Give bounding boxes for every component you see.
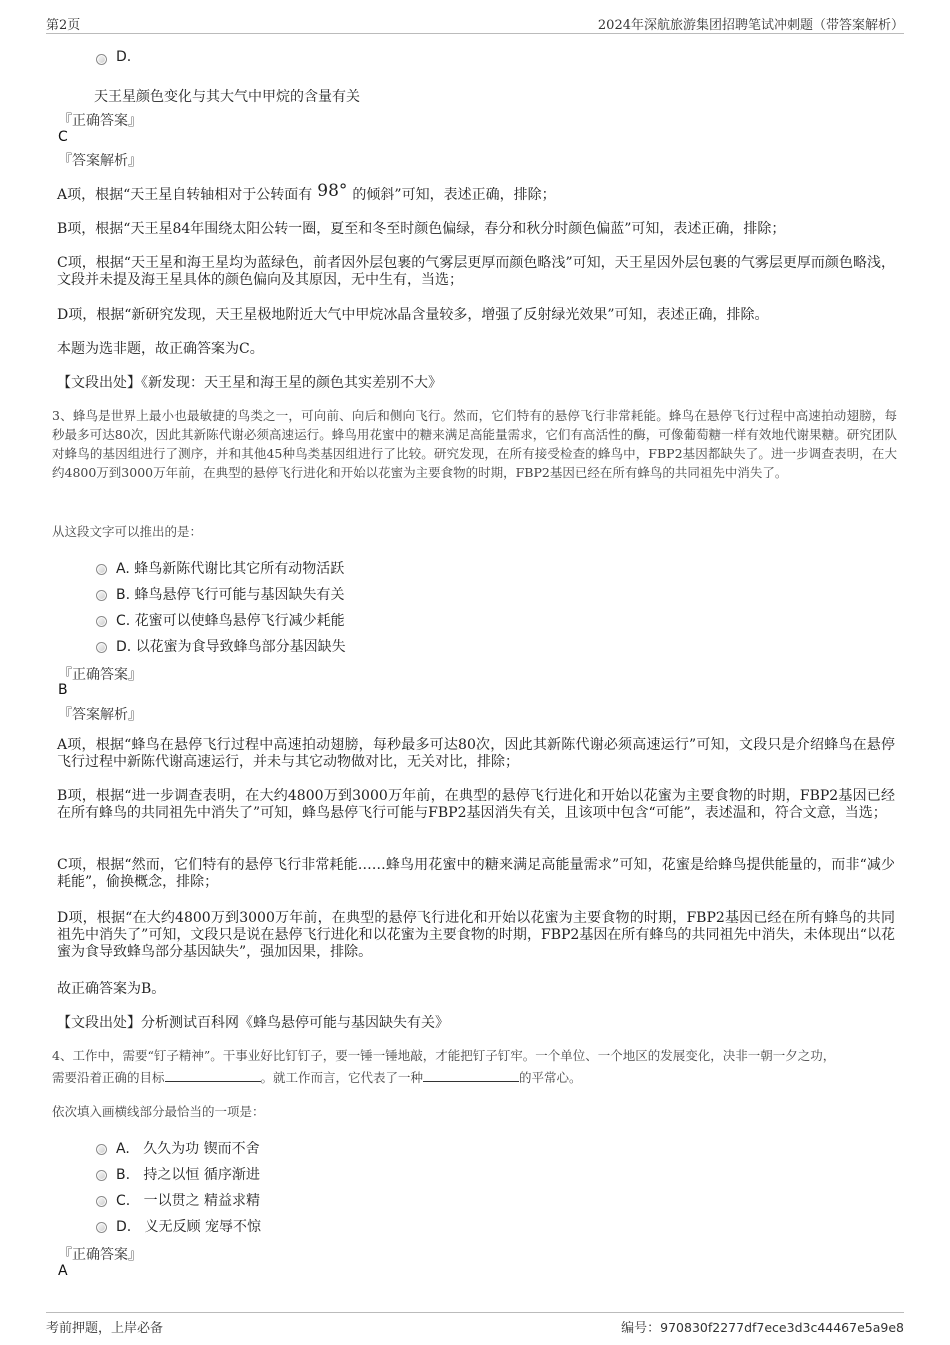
q3-analysis-label: 『答案解析』 (58, 707, 142, 723)
q3-analysis-a: A项，根据“蜂鸟在悬停飞行过程中高速拍动翅膀，每秒最多可达80次，因此其新陈代谢必须高速运行”可知，文段只是介绍蜂鸟在悬停飞行过程中新陈代谢高速运行，并未与其它动物做对比，无关对比，排除； (57, 737, 895, 770)
q2-conclusion: 本题为选非题，故正确答案为C。 (57, 341, 264, 357)
document-title: 2024年深航旅游集团招聘笔试冲刺题（带答案解析） (597, 18, 904, 33)
document-code: 编号：970830f2277df7ece3d3c44467e5a9e8 (621, 1320, 904, 1336)
q4-option-b: B. 持之以恒 循序渐进 (116, 1167, 260, 1183)
radio-q4-option-d[interactable] (96, 1222, 107, 1233)
fill-blank-1[interactable] (165, 1070, 261, 1082)
q3-analysis-b: B项，根据“进一步调查表明，在大约4800万到3000万年前，在典型的悬停飞行进化和开始以花蜜为主要食物的时期，FBP2基因已经在所有蜂鸟的共同祖先中消失了”可知，蜂鸟悬停飞行可能与FBP2基因消失有关，且该项中包含“可能”，表述温和，符合文意，当选； (57, 788, 895, 821)
q4-answer: A (58, 1263, 68, 1279)
radio-q4-option-b[interactable] (96, 1170, 107, 1181)
q2-option-d-label: D. (116, 49, 132, 65)
radio-q4-option-a[interactable] (96, 1144, 107, 1155)
q2-analysis-b: B项，根据“天王星84年围绕太阳公转一圈，夏至和冬至时颜色偏绿，春分和秋分时颜色偏蓝”可知，表述正确，排除； (57, 221, 786, 237)
q4-passage-line2: 需要沿着正确的目标 。就工作而言，它代表了一种 的平常心。 (52, 1070, 582, 1085)
page-number: 第2页 (46, 18, 81, 33)
q4-option-a: A. 久久为功 锲而不舍 (116, 1141, 260, 1157)
q3-option-b: B. 蜂鸟悬停飞行可能与基因缺失有关 (116, 587, 345, 603)
q3-passage: 3、蜂鸟是世界上最小也最敏捷的鸟类之一，可向前、向后和侧向飞行。然而，它们特有的悬停飞行非常耗能。蜂鸟在悬停飞行过程中高速拍动翅膀，每秒最多可达80次，因此其新陈代谢必须高速运行。蜂鸟用花蜜中的糖来满足高能量需求，它们有高活性的酶，可像葡萄糖一样有效地代谢果糖。研究团队对蜂鸟的基因组进行了测序，并和其他45种鸟类基因组进行了比较。研究发现，在所有接受检查的蜂鸟中，FBP2基因都缺失了。进一步调查表明，在大约4800万到3000万年前，在典型的悬停飞行进化和开始以花蜜为主要食物的时期，FBP2基因已经在所有蜂鸟的共同祖先中消失了。 (52, 408, 897, 480)
q2-option-d-text: 天王星颜色变化与其大气中甲烷的含量有关 (94, 89, 360, 105)
q3-answer-label: 『正确答案』 (58, 667, 142, 683)
degree-value: 98° (317, 181, 348, 201)
q3-option-c: C. 花蜜可以使蜂鸟悬停飞行减少耗能 (116, 613, 345, 629)
q2-answer: C (58, 129, 68, 145)
q3-analysis-d: D项，根据“在大约4800万到3000万年前，在典型的悬停飞行进化和开始以花蜜为主要食物的时期，FBP2基因已经在所有蜂鸟的共同祖先中消失了”可知，文段只是说在悬停飞行进化和以花蜜为主要食物的时期，FBP2基因在所有蜂鸟的共同祖先中消失，未体现出“以花蜜为食导致蜂鸟部分基因缺失”，强加因果，排除。 (57, 910, 895, 960)
q4-passage-line1: 4、工作中，需要“钉子精神”。干事业好比钉钉子，要一锤一锤地敲，才能把钉子钉牢。一个单位、一个地区的发展变化，决非一朝一夕之功， (52, 1048, 836, 1063)
radio-q3-option-a[interactable] (96, 564, 107, 575)
q2-analysis-d: D项，根据“新研究发现，天王星极地附近大气中甲烷冰晶含量较多，增强了反射绿光效果”可知，表述正确，排除。 (57, 307, 769, 323)
q2-answer-label: 『正确答案』 (58, 113, 142, 129)
radio-q4-option-c[interactable] (96, 1196, 107, 1207)
q2-analysis-label: 『答案解析』 (58, 153, 142, 169)
q2-source: 【文段出处】《新发现：天王星和海王星的颜色其实差别不大》 (57, 375, 442, 391)
q4-option-d: D. 义无反顾 宠辱不惊 (116, 1219, 262, 1235)
q3-option-d: D. 以花蜜为食导致蜂鸟部分基因缺失 (116, 639, 346, 655)
q3-option-a: A. 蜂鸟新陈代谢比其它所有动物活跃 (116, 561, 345, 577)
radio-q3-option-c[interactable] (96, 616, 107, 627)
q4-answer-label: 『正确答案』 (58, 1247, 142, 1263)
radio-q2-option-d[interactable] (96, 54, 107, 65)
page-header (46, 14, 904, 34)
fill-blank-2[interactable] (423, 1070, 519, 1082)
footer-slogan: 考前押题，上岸必备 (46, 1321, 164, 1336)
q4-option-c: C. 一以贯之 精益求精 (116, 1193, 261, 1209)
q3-analysis-c: C项，根据“然而，它们特有的悬停飞行非常耗能……蜂鸟用花蜜中的糖来满足高能量需求”可知，花蜜是给蜂鸟提供能量的，而非“减少耗能”，偷换概念，排除； (57, 857, 895, 890)
radio-q3-option-b[interactable] (96, 590, 107, 601)
radio-q3-option-d[interactable] (96, 642, 107, 653)
q3-source: 【文段出处】分析测试百科网《蜂鸟悬停可能与基因缺失有关》 (57, 1015, 449, 1031)
q4-prompt: 依次填入画横线部分最恰当的一项是： (52, 1104, 265, 1119)
q3-prompt: 从这段文字可以推出的是： (52, 524, 203, 539)
page-footer (46, 1312, 904, 1334)
q3-conclusion: 故正确答案为B。 (57, 981, 166, 997)
q2-analysis-a: A项，根据“天王星自转轴相对于公转面有 98° 的倾斜”可知，表述正确，排除； (57, 181, 556, 203)
q2-analysis-c: C项，根据“天王星和海王星均为蓝绿色，前者因外层包裹的气雾层更厚而颜色略浅”可知，天王星因外层包裹的气雾层更厚而颜色略浅，文段并未提及海王星具体的颜色偏向及其原因，无中生有，当选； (57, 255, 895, 288)
q3-answer: B (58, 682, 68, 698)
